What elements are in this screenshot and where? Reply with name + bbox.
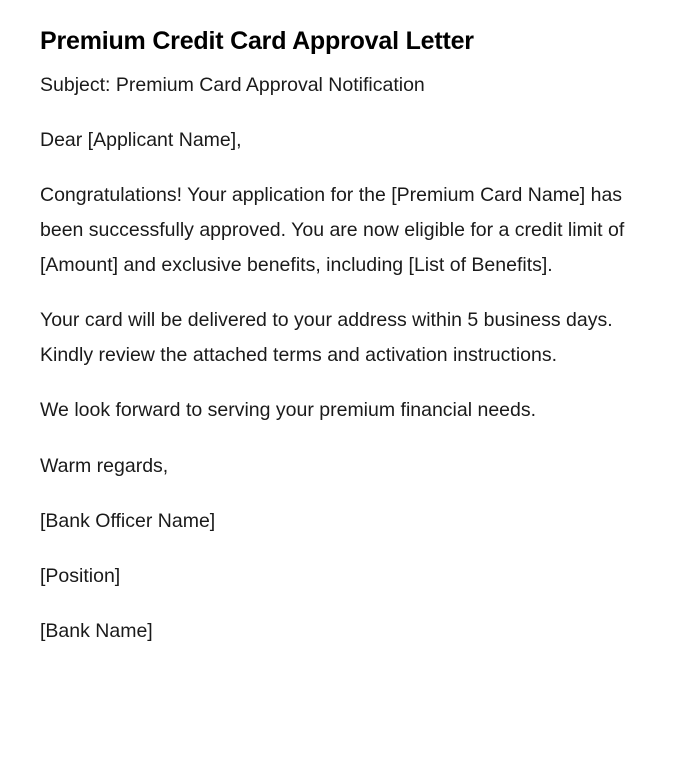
signature-officer-name: [Bank Officer Name] xyxy=(40,510,216,532)
letter-closing: Warm regards, xyxy=(40,455,169,477)
letter-paragraph-approval: Congratulations! Your application for the [Premium Card Name] has been successfully approved. You are now eligible for a credit limit of [Amount] and exclusive benefits, including [List of Benefits]. xyxy=(40,184,625,276)
signature-bank-name: [Bank Name] xyxy=(40,620,153,642)
letter-paragraph-closing-remark: We look forward to serving your premium financial needs. xyxy=(40,399,537,421)
letter-salutation: Dear [Applicant Name], xyxy=(40,129,242,151)
letter-subject: Subject: Premium Card Approval Notification xyxy=(40,74,425,96)
letter-paragraph-delivery: Your card will be delivered to your address within 5 business days. Kindly review the attached terms and activation instructions. xyxy=(40,309,613,366)
letter-title: Premium Credit Card Approval Letter xyxy=(40,27,474,55)
signature-position: [Position] xyxy=(40,565,121,587)
